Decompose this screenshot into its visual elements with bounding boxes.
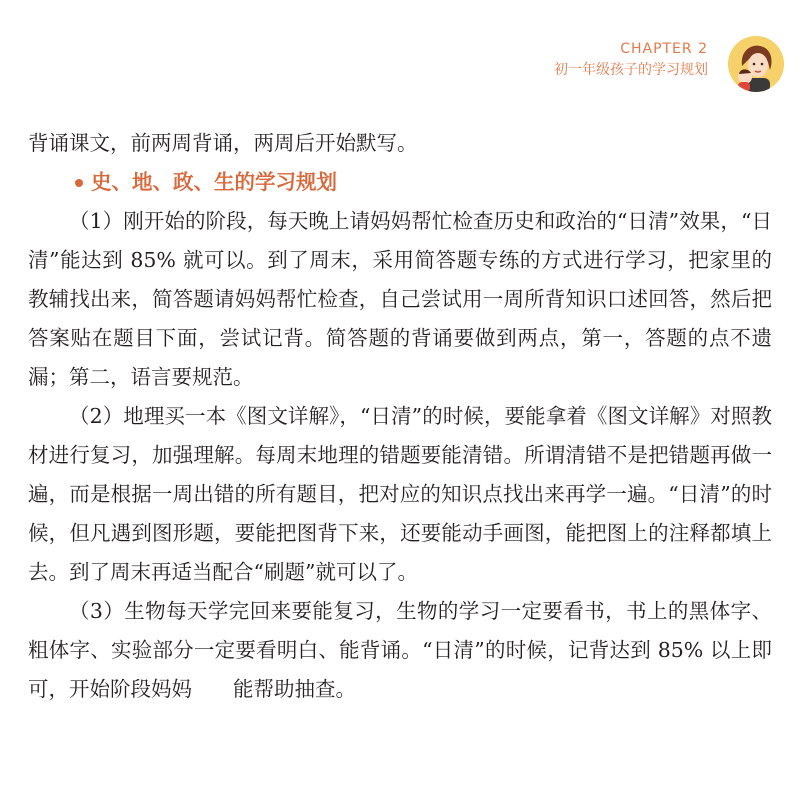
section-heading (28, 163, 772, 202)
chapter-header (554, 40, 708, 80)
section-heading-text: 史、地、政、生的学习规划 (91, 170, 337, 194)
paragraph-geography: （2）地理买一本《图文详解》，“日清”的时候，要能拿着《图文详解》对照教材进行复习，加强理解。每周末地理的错题要能清错。所谓清错不是把错题再做一遍，而是根据一周出错的所有题目，把对应的知识点找出来再学一遍。“日清”的时候，但凡遇到图形题，要能把图背下来，还要能动手画图，能把图上的注释都填上去。到了周末再适当配合“刷题”就可以了。 (28, 404, 772, 584)
chapter-subtitle: 初一年级孩子的学习规划 (554, 62, 708, 78)
bullet-dot-icon (75, 179, 83, 187)
author-avatar-illustration (728, 36, 784, 92)
chapter-label: CHAPTER 2 (620, 41, 708, 57)
page-body (28, 124, 772, 709)
paragraph-biology: （3）生物每天学完回来要能复习，生物的学习一定要看书，书上的黑体字、粗体字、实验部分一定要看明白、能背诵。“日清”的时候，记背达到 85% 以上即可，开始阶段妈妈 能帮助抽查。 (28, 599, 772, 701)
intro-paragraph: 背诵课文，前两周背诵，两周后开始默写。 (28, 131, 418, 155)
paragraph-history-politics: （1）刚开始的阶段，每天晚上请妈妈帮忙检查历史和政治的“日清”效果，“日清”能达到 85% 就可以。到了周末，采用简答题专练的方式进行学习，把家里的教辅找出来，简答题请妈妈帮忙检查，自己尝试用一周所背知识口述回答，然后把答案贴在题目下面，尝试记背。简答题的背诵要做到两点，第一，答题的点不遗漏；第二，语言要规范。 (28, 209, 772, 389)
author-avatar (728, 36, 784, 92)
